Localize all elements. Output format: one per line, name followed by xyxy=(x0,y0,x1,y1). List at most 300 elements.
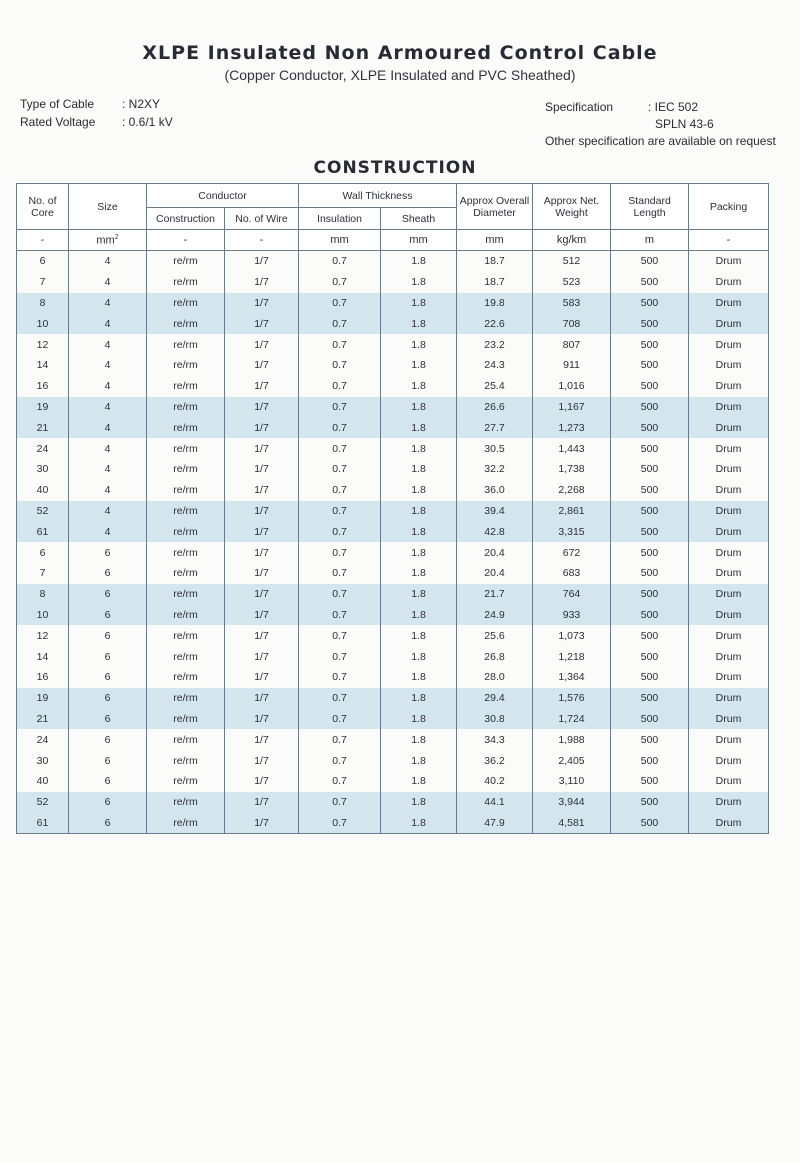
cell-size: 4 xyxy=(69,397,147,418)
cell-cores: 16 xyxy=(17,667,69,688)
unit-no-wire: - xyxy=(225,230,299,251)
cell-diameter: 42.8 xyxy=(457,521,533,542)
header-no-wire: No. of Wire xyxy=(225,208,299,230)
cell-insulation: 0.7 xyxy=(299,293,381,314)
cell-packing: Drum xyxy=(689,584,769,605)
cell-cores: 30 xyxy=(17,459,69,480)
table-row xyxy=(17,709,769,730)
cell-insulation: 0.7 xyxy=(299,521,381,542)
header-diameter: Approx Overall Diameter xyxy=(457,184,533,230)
cell-cores: 7 xyxy=(17,563,69,584)
cell-sheath: 1.8 xyxy=(381,334,457,355)
table-row xyxy=(17,792,769,813)
cell-size: 6 xyxy=(69,688,147,709)
unit-packing: - xyxy=(689,230,769,251)
cell-diameter: 24.3 xyxy=(457,355,533,376)
cell-size: 4 xyxy=(69,459,147,480)
cell-no-wire: 1/7 xyxy=(225,480,299,501)
header-length: Standard Length xyxy=(611,184,689,230)
cell-sheath: 1.8 xyxy=(381,771,457,792)
cell-diameter: 47.9 xyxy=(457,813,533,834)
header-insulation: Insulation xyxy=(299,208,381,230)
cell-no-wire: 1/7 xyxy=(225,625,299,646)
cell-diameter: 36.2 xyxy=(457,750,533,771)
unit-length: m xyxy=(611,230,689,251)
cable-info xyxy=(20,95,173,131)
cell-sheath: 1.8 xyxy=(381,563,457,584)
cell-insulation: 0.7 xyxy=(299,646,381,667)
cell-size: 6 xyxy=(69,667,147,688)
cell-size: 6 xyxy=(69,584,147,605)
cell-length: 500 xyxy=(611,584,689,605)
cell-diameter: 44.1 xyxy=(457,792,533,813)
cell-weight: 708 xyxy=(533,313,611,334)
unit-size-sup: 2 xyxy=(114,233,119,241)
cell-insulation: 0.7 xyxy=(299,605,381,626)
cell-no-wire: 1/7 xyxy=(225,521,299,542)
cell-length: 500 xyxy=(611,397,689,418)
cell-sheath: 1.8 xyxy=(381,709,457,730)
cell-weight: 523 xyxy=(533,272,611,293)
cell-diameter: 27.7 xyxy=(457,417,533,438)
cell-size: 6 xyxy=(69,792,147,813)
cell-sheath: 1.8 xyxy=(381,459,457,480)
cell-insulation: 0.7 xyxy=(299,667,381,688)
header-cores: No. of Core xyxy=(17,184,69,230)
cell-diameter: 25.6 xyxy=(457,625,533,646)
cell-sheath: 1.8 xyxy=(381,251,457,272)
cell-sheath: 1.8 xyxy=(381,729,457,750)
cell-length: 500 xyxy=(611,625,689,646)
cell-sheath: 1.8 xyxy=(381,542,457,563)
cell-insulation: 0.7 xyxy=(299,501,381,522)
voltage-label: Rated Voltage xyxy=(20,115,96,129)
cell-length: 500 xyxy=(611,376,689,397)
cell-diameter: 30.5 xyxy=(457,438,533,459)
cell-size: 6 xyxy=(69,771,147,792)
cell-cores: 52 xyxy=(17,501,69,522)
cell-size: 4 xyxy=(69,355,147,376)
cell-sheath: 1.8 xyxy=(381,480,457,501)
cell-insulation: 0.7 xyxy=(299,459,381,480)
cell-diameter: 18.7 xyxy=(457,272,533,293)
cell-weight: 583 xyxy=(533,293,611,314)
cell-cores: 19 xyxy=(17,688,69,709)
cell-packing: Drum xyxy=(689,771,769,792)
cell-construction: re/rm xyxy=(147,501,225,522)
cell-weight: 683 xyxy=(533,563,611,584)
cell-length: 500 xyxy=(611,709,689,730)
cell-no-wire: 1/7 xyxy=(225,667,299,688)
cell-no-wire: 1/7 xyxy=(225,771,299,792)
cell-diameter: 26.8 xyxy=(457,646,533,667)
cell-diameter: 22.6 xyxy=(457,313,533,334)
cell-packing: Drum xyxy=(689,397,769,418)
cell-size: 4 xyxy=(69,293,147,314)
cell-weight: 933 xyxy=(533,605,611,626)
cell-construction: re/rm xyxy=(147,750,225,771)
cell-cores: 8 xyxy=(17,293,69,314)
cell-size: 6 xyxy=(69,605,147,626)
cell-weight: 3,944 xyxy=(533,792,611,813)
cell-length: 500 xyxy=(611,605,689,626)
cell-length: 500 xyxy=(611,334,689,355)
cell-cores: 40 xyxy=(17,480,69,501)
cell-weight: 4,581 xyxy=(533,813,611,834)
cell-insulation: 0.7 xyxy=(299,438,381,459)
cell-construction: re/rm xyxy=(147,563,225,584)
header-sheath: Sheath xyxy=(381,208,457,230)
cell-size: 4 xyxy=(69,417,147,438)
cell-construction: re/rm xyxy=(147,438,225,459)
cell-packing: Drum xyxy=(689,729,769,750)
cell-diameter: 36.0 xyxy=(457,480,533,501)
header-packing: Packing xyxy=(689,184,769,230)
cell-packing: Drum xyxy=(689,667,769,688)
cell-weight: 512 xyxy=(533,251,611,272)
cell-diameter: 28.0 xyxy=(457,667,533,688)
cell-sheath: 1.8 xyxy=(381,688,457,709)
cell-cores: 12 xyxy=(17,625,69,646)
cell-packing: Drum xyxy=(689,542,769,563)
cell-sheath: 1.8 xyxy=(381,417,457,438)
cell-no-wire: 1/7 xyxy=(225,251,299,272)
cell-no-wire: 1/7 xyxy=(225,376,299,397)
cell-diameter: 20.4 xyxy=(457,563,533,584)
cell-length: 500 xyxy=(611,729,689,750)
cell-construction: re/rm xyxy=(147,688,225,709)
unit-insulation: mm xyxy=(299,230,381,251)
cell-cores: 6 xyxy=(17,251,69,272)
cell-packing: Drum xyxy=(689,417,769,438)
cell-no-wire: 1/7 xyxy=(225,729,299,750)
spec-value-2: SPLN 43-6 xyxy=(655,117,714,131)
cell-sheath: 1.8 xyxy=(381,605,457,626)
table-row xyxy=(17,251,769,272)
cell-insulation: 0.7 xyxy=(299,771,381,792)
voltage-value: : 0.6/1 kV xyxy=(122,115,173,129)
specification-info xyxy=(545,99,776,150)
cell-size: 4 xyxy=(69,334,147,355)
table-row xyxy=(17,501,769,522)
cell-insulation: 0.7 xyxy=(299,813,381,834)
cell-length: 500 xyxy=(611,542,689,563)
cell-no-wire: 1/7 xyxy=(225,688,299,709)
cell-length: 500 xyxy=(611,459,689,480)
cell-diameter: 23.2 xyxy=(457,334,533,355)
cell-no-wire: 1/7 xyxy=(225,605,299,626)
cell-size: 4 xyxy=(69,438,147,459)
table-row xyxy=(17,334,769,355)
table-row xyxy=(17,459,769,480)
cell-construction: re/rm xyxy=(147,313,225,334)
cell-length: 500 xyxy=(611,355,689,376)
cell-diameter: 29.4 xyxy=(457,688,533,709)
cell-cores: 61 xyxy=(17,813,69,834)
cell-insulation: 0.7 xyxy=(299,376,381,397)
header-construction: Construction xyxy=(147,208,225,230)
cell-packing: Drum xyxy=(689,750,769,771)
cell-weight: 2,268 xyxy=(533,480,611,501)
cell-diameter: 26.6 xyxy=(457,397,533,418)
cell-construction: re/rm xyxy=(147,584,225,605)
cell-no-wire: 1/7 xyxy=(225,459,299,480)
cell-length: 500 xyxy=(611,521,689,542)
cell-construction: re/rm xyxy=(147,376,225,397)
cell-size: 4 xyxy=(69,376,147,397)
cell-length: 500 xyxy=(611,501,689,522)
cell-sheath: 1.8 xyxy=(381,625,457,646)
cell-construction: re/rm xyxy=(147,605,225,626)
cell-sheath: 1.8 xyxy=(381,313,457,334)
cell-size: 4 xyxy=(69,251,147,272)
cell-packing: Drum xyxy=(689,625,769,646)
cell-construction: re/rm xyxy=(147,771,225,792)
cell-construction: re/rm xyxy=(147,667,225,688)
cell-cores: 7 xyxy=(17,272,69,293)
cell-weight: 2,861 xyxy=(533,501,611,522)
cell-size: 6 xyxy=(69,813,147,834)
table-row xyxy=(17,521,769,542)
cell-packing: Drum xyxy=(689,376,769,397)
cell-packing: Drum xyxy=(689,792,769,813)
table-row xyxy=(17,688,769,709)
cell-diameter: 20.4 xyxy=(457,542,533,563)
cell-construction: re/rm xyxy=(147,459,225,480)
unit-weight: kg/km xyxy=(533,230,611,251)
cell-length: 500 xyxy=(611,313,689,334)
cell-size: 4 xyxy=(69,480,147,501)
cell-weight: 1,364 xyxy=(533,667,611,688)
cell-sheath: 1.8 xyxy=(381,272,457,293)
cell-weight: 1,016 xyxy=(533,376,611,397)
table-row xyxy=(17,771,769,792)
cell-size: 4 xyxy=(69,521,147,542)
header-size: Size xyxy=(69,184,147,230)
cell-diameter: 32.2 xyxy=(457,459,533,480)
cell-no-wire: 1/7 xyxy=(225,792,299,813)
cell-insulation: 0.7 xyxy=(299,313,381,334)
cell-packing: Drum xyxy=(689,813,769,834)
cell-sheath: 1.8 xyxy=(381,521,457,542)
page-title: XLPE Insulated Non Armoured Control Cable xyxy=(142,42,658,64)
cell-insulation: 0.7 xyxy=(299,417,381,438)
cell-sheath: 1.8 xyxy=(381,584,457,605)
cell-packing: Drum xyxy=(689,688,769,709)
cell-size: 4 xyxy=(69,501,147,522)
cell-size: 4 xyxy=(69,313,147,334)
cell-weight: 1,443 xyxy=(533,438,611,459)
cell-no-wire: 1/7 xyxy=(225,646,299,667)
cell-diameter: 18.7 xyxy=(457,251,533,272)
unit-diameter: mm xyxy=(457,230,533,251)
cell-sheath: 1.8 xyxy=(381,750,457,771)
table-row xyxy=(17,397,769,418)
cell-construction: re/rm xyxy=(147,542,225,563)
cell-packing: Drum xyxy=(689,646,769,667)
cell-packing: Drum xyxy=(689,251,769,272)
cell-insulation: 0.7 xyxy=(299,709,381,730)
cell-length: 500 xyxy=(611,438,689,459)
cell-cores: 6 xyxy=(17,542,69,563)
cell-packing: Drum xyxy=(689,438,769,459)
cell-diameter: 30.8 xyxy=(457,709,533,730)
cell-insulation: 0.7 xyxy=(299,272,381,293)
cell-sheath: 1.8 xyxy=(381,646,457,667)
cell-size: 6 xyxy=(69,729,147,750)
table-row xyxy=(17,355,769,376)
section-title: CONSTRUCTION xyxy=(313,158,477,178)
cell-weight: 2,405 xyxy=(533,750,611,771)
cell-length: 500 xyxy=(611,251,689,272)
unit-cores: - xyxy=(17,230,69,251)
cell-construction: re/rm xyxy=(147,521,225,542)
cell-cores: 12 xyxy=(17,334,69,355)
cell-construction: re/rm xyxy=(147,729,225,750)
cell-construction: re/rm xyxy=(147,646,225,667)
cell-insulation: 0.7 xyxy=(299,729,381,750)
cell-sheath: 1.8 xyxy=(381,355,457,376)
cell-weight: 911 xyxy=(533,355,611,376)
cell-packing: Drum xyxy=(689,272,769,293)
cell-no-wire: 1/7 xyxy=(225,313,299,334)
cell-sheath: 1.8 xyxy=(381,667,457,688)
table-row xyxy=(17,605,769,626)
cell-no-wire: 1/7 xyxy=(225,272,299,293)
cell-insulation: 0.7 xyxy=(299,480,381,501)
cell-packing: Drum xyxy=(689,459,769,480)
cell-packing: Drum xyxy=(689,334,769,355)
type-value: : N2XY xyxy=(122,97,161,111)
cell-diameter: 39.4 xyxy=(457,501,533,522)
cell-no-wire: 1/7 xyxy=(225,438,299,459)
cell-cores: 21 xyxy=(17,417,69,438)
cell-length: 500 xyxy=(611,688,689,709)
cell-weight: 1,218 xyxy=(533,646,611,667)
cell-cores: 30 xyxy=(17,750,69,771)
cell-length: 500 xyxy=(611,813,689,834)
cell-insulation: 0.7 xyxy=(299,542,381,563)
table-row xyxy=(17,729,769,750)
cell-length: 500 xyxy=(611,293,689,314)
cell-size: 6 xyxy=(69,709,147,730)
cell-size: 6 xyxy=(69,646,147,667)
cell-size: 6 xyxy=(69,625,147,646)
cell-insulation: 0.7 xyxy=(299,251,381,272)
cell-cores: 10 xyxy=(17,313,69,334)
cell-cores: 52 xyxy=(17,792,69,813)
cell-cores: 10 xyxy=(17,605,69,626)
cell-packing: Drum xyxy=(689,709,769,730)
cell-length: 500 xyxy=(611,272,689,293)
cell-packing: Drum xyxy=(689,355,769,376)
cell-no-wire: 1/7 xyxy=(225,355,299,376)
spec-value-1: : IEC 502 xyxy=(648,100,699,114)
cell-cores: 14 xyxy=(17,646,69,667)
unit-size xyxy=(69,230,147,251)
cell-no-wire: 1/7 xyxy=(225,750,299,771)
cell-packing: Drum xyxy=(689,605,769,626)
cell-insulation: 0.7 xyxy=(299,563,381,584)
cell-weight: 764 xyxy=(533,584,611,605)
cell-cores: 8 xyxy=(17,584,69,605)
table-row xyxy=(17,313,769,334)
units-row xyxy=(17,230,769,251)
cell-diameter: 19.8 xyxy=(457,293,533,314)
cell-size: 6 xyxy=(69,542,147,563)
cell-sheath: 1.8 xyxy=(381,792,457,813)
table-row xyxy=(17,813,769,834)
cell-length: 500 xyxy=(611,417,689,438)
cell-construction: re/rm xyxy=(147,709,225,730)
table-row xyxy=(17,667,769,688)
cell-weight: 1,167 xyxy=(533,397,611,418)
table-row xyxy=(17,542,769,563)
cell-cores: 61 xyxy=(17,521,69,542)
table-row xyxy=(17,563,769,584)
cell-insulation: 0.7 xyxy=(299,750,381,771)
cell-weight: 3,315 xyxy=(533,521,611,542)
cell-length: 500 xyxy=(611,667,689,688)
cell-diameter: 34.3 xyxy=(457,729,533,750)
type-label: Type of Cable xyxy=(20,97,95,111)
cell-weight: 1,273 xyxy=(533,417,611,438)
cell-size: 6 xyxy=(69,563,147,584)
cell-no-wire: 1/7 xyxy=(225,397,299,418)
cell-sheath: 1.8 xyxy=(381,376,457,397)
cell-cores: 16 xyxy=(17,376,69,397)
cell-no-wire: 1/7 xyxy=(225,417,299,438)
cell-cores: 21 xyxy=(17,709,69,730)
cell-construction: re/rm xyxy=(147,417,225,438)
unit-size-text: mm xyxy=(96,234,115,247)
cell-no-wire: 1/7 xyxy=(225,563,299,584)
cell-weight: 1,724 xyxy=(533,709,611,730)
cell-construction: re/rm xyxy=(147,480,225,501)
cell-sheath: 1.8 xyxy=(381,397,457,418)
cell-length: 500 xyxy=(611,771,689,792)
cell-cores: 19 xyxy=(17,397,69,418)
cell-packing: Drum xyxy=(689,293,769,314)
unit-sheath: mm xyxy=(381,230,457,251)
cell-length: 500 xyxy=(611,792,689,813)
cell-construction: re/rm xyxy=(147,293,225,314)
cell-insulation: 0.7 xyxy=(299,334,381,355)
table-row xyxy=(17,293,769,314)
cell-sheath: 1.8 xyxy=(381,293,457,314)
cell-no-wire: 1/7 xyxy=(225,293,299,314)
header-conductor: Conductor xyxy=(147,184,299,208)
table-row xyxy=(17,646,769,667)
cell-construction: re/rm xyxy=(147,397,225,418)
table-row xyxy=(17,438,769,459)
cell-size: 6 xyxy=(69,750,147,771)
cell-length: 500 xyxy=(611,646,689,667)
cell-no-wire: 1/7 xyxy=(225,501,299,522)
cell-weight: 1,073 xyxy=(533,625,611,646)
cell-diameter: 25.4 xyxy=(457,376,533,397)
construction-table xyxy=(16,183,769,834)
cell-packing: Drum xyxy=(689,313,769,334)
cell-length: 500 xyxy=(611,750,689,771)
cell-weight: 1,738 xyxy=(533,459,611,480)
cell-no-wire: 1/7 xyxy=(225,542,299,563)
cell-sheath: 1.8 xyxy=(381,501,457,522)
unit-construction: - xyxy=(147,230,225,251)
cell-sheath: 1.8 xyxy=(381,813,457,834)
cell-sheath: 1.8 xyxy=(381,438,457,459)
page-subtitle: (Copper Conductor, XLPE Insulated and PVC Sheathed) xyxy=(224,67,576,83)
